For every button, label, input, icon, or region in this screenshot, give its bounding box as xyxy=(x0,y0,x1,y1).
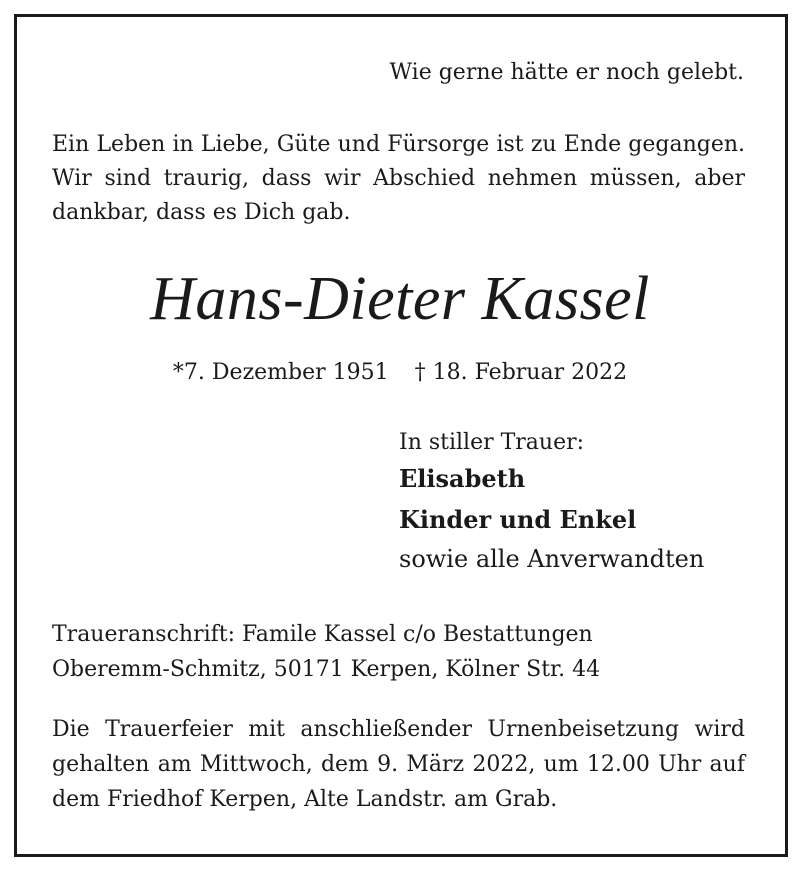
deceased-name: Hans-Dieter Kassel xyxy=(150,265,650,333)
mourner-name: Kinder und Enkel xyxy=(399,505,637,534)
life-dates xyxy=(0,358,800,388)
address-line: Oberemm-Schmitz, 50171 Kerpen, Kölner Str. 44 xyxy=(52,657,601,682)
intro-line: dankbar, dass es Dich gab. xyxy=(52,200,351,225)
mourners-closing: sowie alle Anverwandten xyxy=(399,545,705,573)
motto: Wie gerne hätte er noch gelebt. xyxy=(389,60,744,85)
ceremony-line: gehalten am Mittwoch, dem 9. März 2022, um 12.00 Uhr auf xyxy=(52,752,745,777)
mourner-name: Elisabeth xyxy=(399,464,526,493)
intro-line: Wir sind traurig, dass wir Abschied nehmen müssen, aber xyxy=(52,166,745,191)
ceremony-line: Die Trauerfeier mit anschließender Urnenbeisetzung wird xyxy=(52,717,745,742)
ceremony-line: dem Friedhof Kerpen, Alte Landstr. am Grab. xyxy=(52,787,558,812)
mourners-heading: In stiller Trauer: xyxy=(399,430,585,455)
address-line: Traueranschrift: Famile Kassel c/o Bestattungen xyxy=(52,622,593,647)
birth-date: *7. Dezember 1951 xyxy=(172,360,389,385)
death-date: † 18. Februar 2022 xyxy=(414,360,628,385)
intro-line: Ein Leben in Liebe, Güte und Fürsorge ist zu Ende gegangen. xyxy=(52,132,745,157)
